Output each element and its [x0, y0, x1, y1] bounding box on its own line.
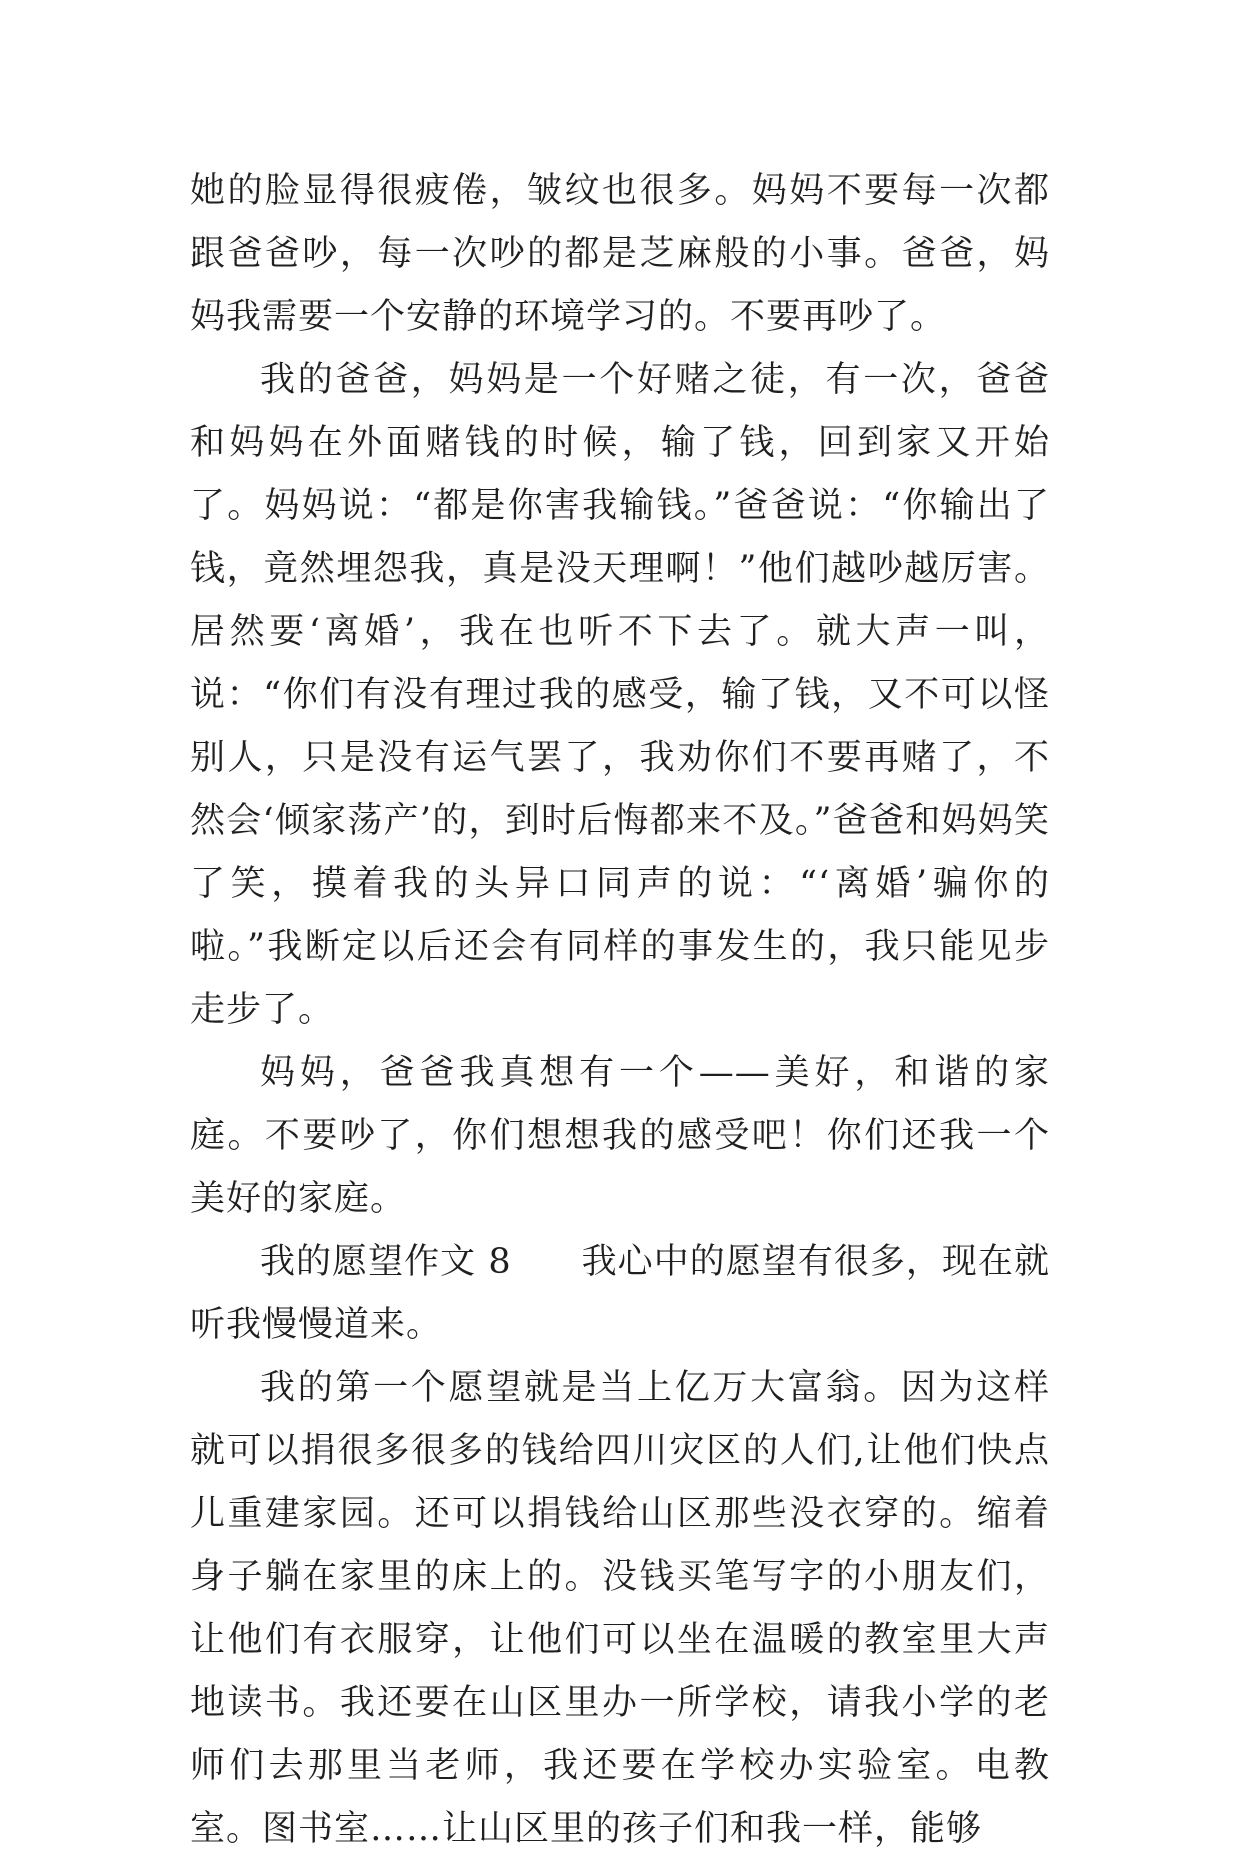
paragraph: 她的脸显得很疲倦，皱纹也很多。妈妈不要每一次都跟爸爸吵，每一次吵的都是芝麻般的小事。爸爸，妈妈我需要一个安静的环境学习的。不要再吵了。: [190, 171, 1050, 337]
essay-body: [190, 160, 1050, 1861]
paragraph-text: 我心中的愿望有很多，现在就听我慢慢道来。: [190, 1242, 1050, 1345]
paragraph: 我的爸爸，妈妈是一个好赌之徒，有一次，爸爸和妈妈在外面赌钱的时候，输了钱，回到家又开始了。妈妈说：“都是你害我输钱。”爸爸说：“你输出了钱，竟然埋怨我，真是没天理啊！”他们越吵越厉害。居然要‘离婚’，我在也听不下去了。就大声一叫，说：“你们有没有理过我的感受，输了钱，又不可以怪别人，只是没有运气罢了，我劝你们不要再赌了，不然会‘倾家荡产’的，到时后悔都来不及。”爸爸和妈妈笑了笑，摸着我的头异口同声的说：“‘离婚’骗你的啦。”我断定以后还会有同样的事发生的，我只能见步走步了。: [190, 360, 1050, 1030]
paragraph: 我的第一个愿望就是当上亿万大富翁。因为这样就可以捐很多很多的钱给四川灾区的人们,让他们快点儿重建家园。还可以捐钱给山区那些没衣穿的。缩着身子躺在家里的床上的。没钱买笔写字的小朋友们，让他们有衣服穿，让他们可以坐在温暖的教室里大声地读书。我还要在山区里办一所学校，请我小学的老师们去那里当老师，我还要在学校办实验室。电教室。图书室……让山区里的孩子们和我一样，能够: [190, 1368, 1050, 1849]
paragraph: 妈妈，爸爸我真想有一个——美好，和谐的家庭。不要吵了，你们想想我的感受吧！你们还我一个美好的家庭。: [190, 1053, 1050, 1219]
paragraph-with-heading: [190, 1231, 1050, 1357]
essay-heading: 我的愿望作文 8: [260, 1242, 512, 1282]
